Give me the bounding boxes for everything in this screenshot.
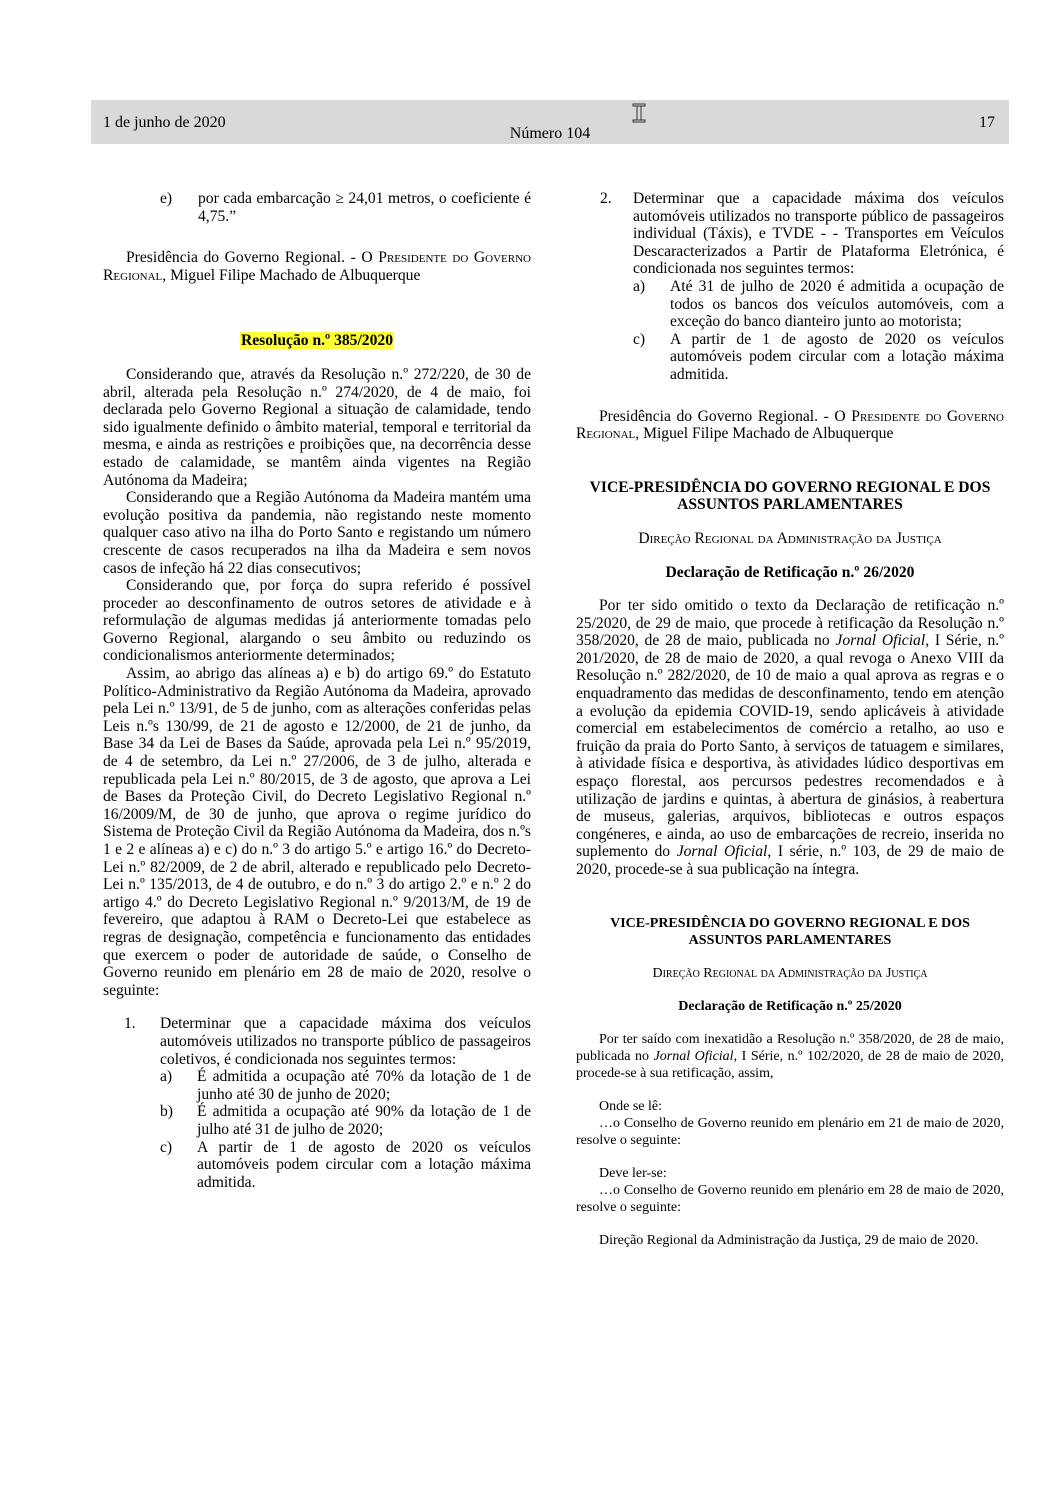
resolution-title: Resolução n.º 385/2020 (241, 332, 393, 350)
left-column (103, 190, 531, 1191)
declaration-title: Declaração de Retificação n.º 25/2020 (678, 998, 902, 1014)
paragraph: Por ter saído com inexatidão a Resolução n.º 358/2020, de 28 de maio, publicada no Jornal Oficial, I Série, n.º 102/2020, de 28 de maio de 2020, procede-se à sua retificação, assim, (576, 1031, 1005, 1081)
paragraph: Considerando que, através da Resolução n.º 272/220, de 30 de abril, alterada pela Resolução n.º 274/2020, de 4 de maio, foi declarada pelo Governo Regional a situação de calamidade, tendo sido igualmente definido o âmbito material, temporal e territorial da mesma, e ainda as restrições e proibições que, na decorrência desse estado de calamidade, se mantêm ainda vigentes na Região Autónoma da Madeira; (103, 365, 531, 489)
retification-25-block (576, 915, 1004, 1249)
label-deve: Deve ler-se: (599, 1165, 667, 1181)
header-page-number: 17 (979, 114, 995, 131)
right-column (576, 190, 1004, 1249)
numbered-item: 2. Determinar que a capacidade máxima dos veículos automóveis utilizados no transporte público de passageiros individual (Táxis), e TVDE - - Transportes em Veículos Descaracterizados a Partir de Plataforma Eletrónica, é condicionada nos seguintes termos: (600, 190, 1004, 278)
section-heading: VICE-PRESIDÊNCIA DO GOVERNO REGIONAL E DOS ASSUNTOS PARLAMENTARES (610, 915, 970, 948)
declaration-title: Declaração de Retificação n.º 26/2020 (665, 563, 915, 581)
paragraph: …o Conselho de Governo reunido em plenário em 28 de maio de 2020, resolve o seguinte: (576, 1182, 1004, 1215)
signature-block: Presidência do Governo Regional. - O Presidente do Governo Regional, Miguel Filipe Machado de Albuquerque (103, 249, 531, 284)
page-header (91, 100, 1009, 144)
paragraph: Considerando que, por força do supra referido é possível proceder ao desconfinamento de outros setores de atividade e à reformulação de algumas medidas já anteriormente tomadas pelo Governo Regional, alargando o seu âmbito ou reduzindo os condicionalismos anteriormente determinados; (103, 577, 531, 665)
paragraph: Por ter sido omitido o texto da Declaração de retificação n.º 25/2020, de 29 de maio, que procede à retificação da Resolução n.º 358/2020, de 28 de maio, publicada no Jornal Oficial, I Série, n.º 201/2020, de 28 de maio de 2020, a qual revoga o Anexo VIII da Resolução n.º 282/2020, de 10 de maio a qual aprova as regras e o enquadramento das medidas de desconfinamento, tendo em atenção a evolução da epidemia COVID-19, sendo aplicáveis à atividade comercial em estabelecimentos de comércio a retalho, ao uso e fruição da praia do Porto Santo, à serviços de tatuagem e similares, à atividade física e desportiva, às atividades lúdico desportivas em espaço florestal, aos percursos pedestres recomendados e à utilização de jardins e quintas, à abertura de ginásios, à reabertura de museus, galerias, arquivos, bibliotecas e outros espaços congéneres, e ainda, ao uso de embarcações de recreio, inserida no suplemento do Jornal Oficial, I série, n.º 103, de 29 de maio de 2020, procede-se à sua publicação na íntegra. (576, 597, 1005, 878)
numbered-item: 1. Determinar que a capacidade máxima dos veículos automóveis utilizados no transporte público de passageiros coletivos, é condicionada nos seguintes termos: (124, 1015, 531, 1068)
list-item: c) A partir de 1 de agosto de 2020 os veículos automóveis podem circular com a lotação máxima admitida. (160, 1138, 531, 1191)
list-item: c) A partir de 1 de agosto de 2020 os veículos automóveis podem circular com a lotação máxima admitida. (633, 330, 1004, 383)
closing-line: Direção Regional da Administração da Justiça, 29 de maio de 2020. (599, 1232, 979, 1248)
emblem-icon (631, 103, 647, 123)
paragraph: Assim, ao abrigo das alíneas a) e b) do artigo 69.º do Estatuto Político-Administrativo da Região Autónoma da Madeira, aprovado pela Lei n.º 13/91, de 5 de junho, com as alterações conferidas pelas Leis n.ºs 130/99, de 21 de agosto e 12/2000, de 21 de junho, da Base 34 da Lei de Bases da Saúde, aprovada pela Lei n.º 95/2019, de 4 de setembro, da Lei n.º 27/2006, de 3 de julho, alterada e republicada pela Lei n.º 80/2015, de 3 de agosto, que aprova a Lei de Bases da Proteção Civil, do Decreto Legislativo Regional n.º 16/2009/M, de 30 de junho, que aprova o regime jurídico do Sistema de Proteção Civil da Região Autónoma da Madeira, dos n.ºs 1 e 2 e alíneas a) e c) do n.º 3 do artigo 5.º e artigo 16.º do Decreto-Lei n.º 82/2009, de 2 de abril, alterado e republicado pelo Decreto-Lei n.º 135/2013, de 4 de outubro, e do n.º 3 do artigo 2.º e n.º 2 do artigo 4.º do Decreto Legislativo Regional n.º 9/2013/M, de 19 de fevereiro, que adaptou à RAM o Decreto-Lei que estabelece as regras de designação, competência e funcionamento das entidades que exercem o poder de autoridade de saúde, o Conselho de Governo reunido em plenário em 28 de maio de 2020, resolve o seguinte: (103, 665, 531, 999)
list-item: a) Até 31 de julho de 2020 é admitida a ocupação de todos os bancos dos veículos automóveis, com a exceção do banco dianteiro junto ao motorista; (633, 277, 1004, 331)
subsection-heading: Direção Regional da Administração da Justiça (638, 529, 942, 547)
paragraph: …o Conselho de Governo reunido em plenário em 21 de maio de 2020, resolve o seguinte: (576, 1115, 1004, 1148)
list-item: b) É admitida a ocupação até 90% da lotação de 1 de julho até 31 de julho de 2020; (160, 1103, 531, 1138)
list-item: a) É admitida a ocupação até 70% da lotação de 1 de junho até 30 de junho de 2020; (160, 1068, 531, 1103)
list-item: e) por cada embarcação ≥ 24,01 metros, o coeficiente é 4,75.” (160, 190, 531, 225)
header-date: 1 de junho de 2020 (103, 114, 226, 131)
signature-block: Presidência do Governo Regional. - O Presidente do Governo Regional, Miguel Filipe Machado de Albuquerque (576, 407, 1004, 443)
header-issue-number: Número 104 (509, 125, 591, 142)
paragraph: Considerando que a Região Autónoma da Madeira mantém uma evolução positiva da pandemia, não registando neste momento qualquer caso ativo na ilha do Porto Santo e registando um número crescente de casos recuperados na ilha da Madeira e sem novos casos de infeção há 22 dias consecutivos; (103, 489, 531, 577)
subsection-heading: Direção Regional da Administração da Justiça (652, 965, 928, 981)
label-onde: Onde se lê: (599, 1098, 662, 1114)
section-heading: VICE-PRESIDÊNCIA DO GOVERNO REGIONAL E DOS ASSUNTOS PARLAMENTARES (589, 478, 991, 514)
